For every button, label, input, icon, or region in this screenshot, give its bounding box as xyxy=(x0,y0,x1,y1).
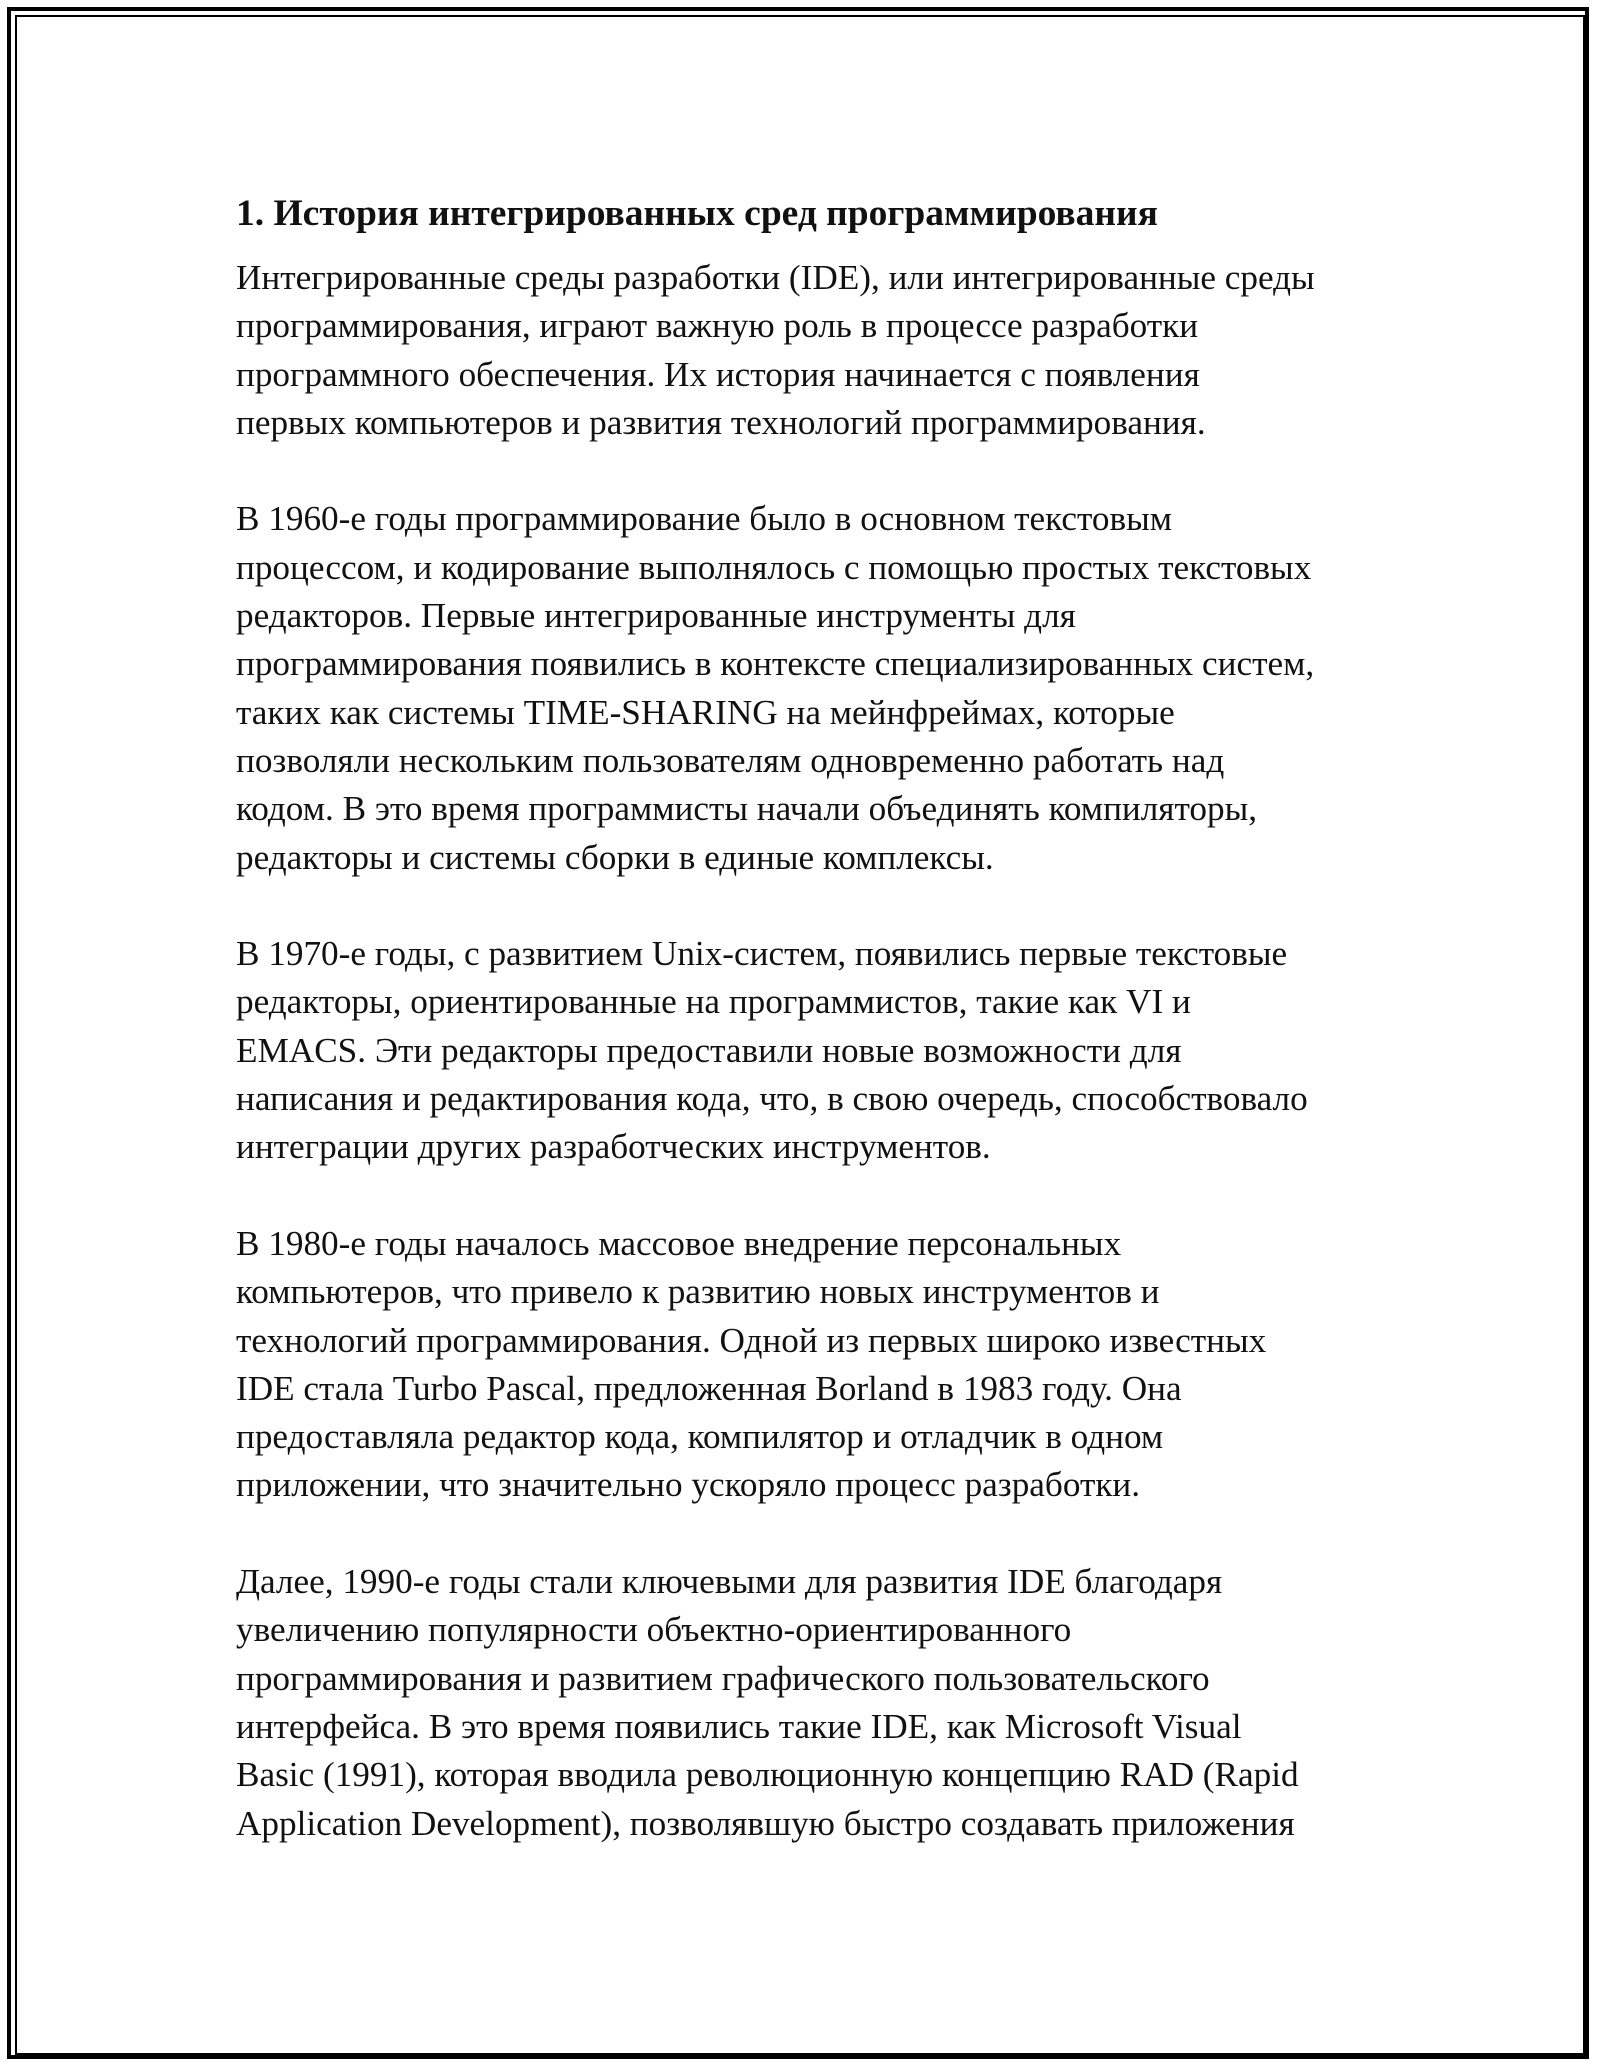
text-line: приложении, что значительно ускоряло процесс разработки. xyxy=(236,1465,1141,1505)
text-line: позволяли нескольким пользователям одновременно работать над xyxy=(236,740,1225,780)
text-line: Basic (1991), которая вводила революционную концепцию RAD (Rapid xyxy=(236,1755,1299,1795)
paragraph-1970s xyxy=(236,930,1386,1171)
text-line: Интегрированные среды разработки (IDE), или интегрированные среды xyxy=(236,258,1315,297)
document-body xyxy=(236,188,1386,1848)
text-line: Application Development), позволявшую быстро создавать приложения xyxy=(236,1803,1295,1843)
text-line: кодом. В это время программисты начали объединять компиляторы, xyxy=(236,789,1258,829)
text-line: увеличению популярности объектно-ориентированного xyxy=(236,1610,1072,1650)
text-line: В 1960-е годы программирование было в основном текстовым xyxy=(236,499,1173,539)
text-line: интеграции других разработческих инструментов. xyxy=(236,1127,991,1167)
text-line: программирования и развитием графического пользовательского xyxy=(236,1658,1210,1698)
text-line: процессом, и кодирование выполнялось с помощью простых текстовых xyxy=(236,547,1312,587)
text-line: программного обеспечения. Их история начинается с появления xyxy=(236,354,1200,394)
text-line: компьютеров, что привело к развитию новых инструментов и xyxy=(236,1272,1160,1312)
text-line: программирования появились в контексте специализированных систем, xyxy=(236,644,1315,684)
text-line: предоставляла редактор кода, компилятор и отладчик в одном xyxy=(236,1417,1164,1457)
text-line: технологий программирования. Одной из первых широко известных xyxy=(236,1320,1267,1360)
paragraph-1990s xyxy=(236,1558,1386,1848)
text-line: редакторы, ориентированные на программистов, такие как VI и xyxy=(236,982,1191,1022)
paragraph-intro xyxy=(236,254,1386,447)
text-line: Далее, 1990-е годы стали ключевыми для развития IDE благодаря xyxy=(236,1562,1223,1602)
text-line: В 1980-е годы началось массовое внедрение персональных xyxy=(236,1223,1122,1263)
text-line: В 1970-е годы, с развитием Unix-систем, появились первые текстовые xyxy=(236,934,1288,974)
paragraph-1960s xyxy=(236,495,1386,881)
text-line: редакторы и системы сборки в единые комплексы. xyxy=(236,837,994,877)
text-line: редакторов. Первые интегрированные инструменты для xyxy=(236,596,1076,636)
text-line: таких как системы TIME-SHARING на мейнфреймах, которые xyxy=(236,692,1175,732)
paragraph-1980s xyxy=(236,1220,1386,1510)
section-heading: 1. История интегрированных сред программирования xyxy=(236,193,1158,234)
text-line: программирования, играют важную роль в процессе разработки xyxy=(236,306,1199,346)
text-line: первых компьютеров и развития технологий программирования. xyxy=(236,402,1206,442)
text-line: интерфейса. В это время появились такие IDE, как Microsoft Visual xyxy=(236,1706,1242,1746)
text-line: написания и редактирования кода, что, в свою очередь, способствовало xyxy=(236,1079,1308,1119)
text-line: IDE стала Turbo Pascal, предложенная Borland в 1983 году. Она xyxy=(236,1368,1182,1408)
text-line: EMACS. Эти редакторы предоставили новые возможности для xyxy=(236,1030,1182,1070)
